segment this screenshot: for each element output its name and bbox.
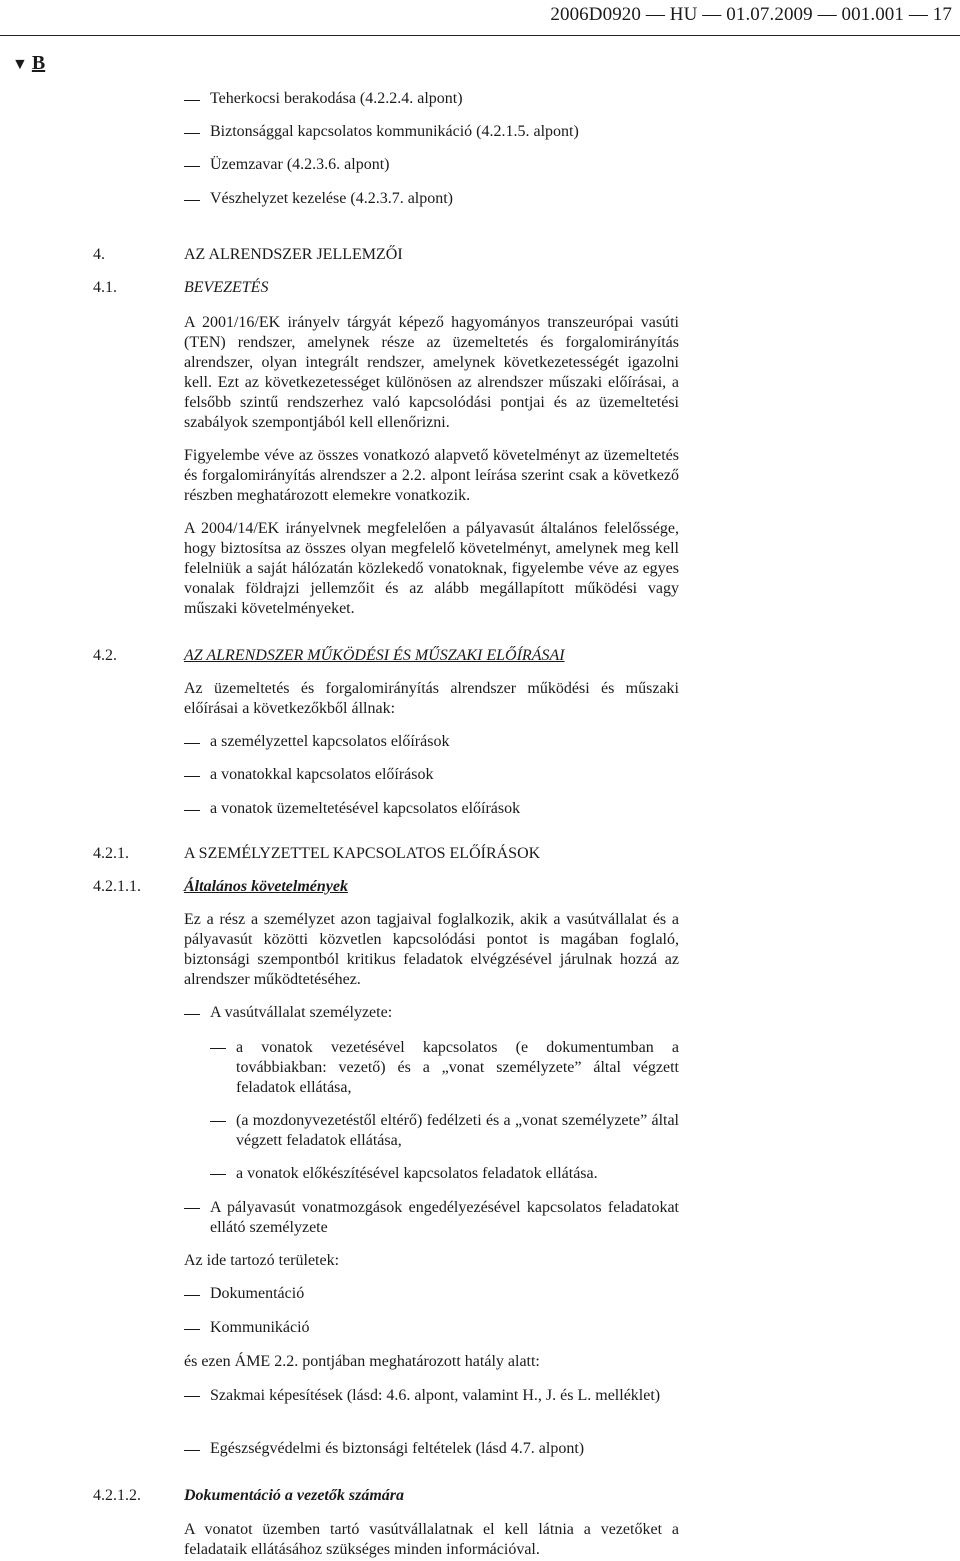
section-title: AZ ALRENDSZER JELLEMZŐI xyxy=(184,246,403,263)
section-title: BEVEZETÉS xyxy=(184,279,269,296)
paragraph: és ezen ÁME 2.2. pontjában meghatározott hatály alatt: xyxy=(184,1353,540,1370)
section-title: AZ ALRENDSZER MŰKÖDÉSI ÉS MŰSZAKI ELŐÍRÁSAI xyxy=(184,647,565,664)
section-title: Dokumentáció a vezetők számára xyxy=(184,1487,404,1504)
section-title: A SZEMÉLYZETTEL KAPCSOLATOS ELŐÍRÁSOK xyxy=(184,845,541,862)
paragraph: Ez a rész a személyzet azon tagjaival foglalkozik, akik a vasútvállalat és a pályavasút közötti közvetlen kapcsolódási pontot is magában foglaló, biztonsági szempontból kritikus feladatok elvégzésével járulnak hozzá az alrendszer működtetéséhez. xyxy=(184,911,679,988)
paragraph: A vonatot üzemben tartó vasútvállalatnak el kell látnia a vezetőket a feladataik ellátásához szükséges minden információval. xyxy=(184,1521,679,1558)
section-number: 4.2.1. xyxy=(93,845,129,862)
section-number: 4. xyxy=(93,246,105,263)
section-number: 4.1. xyxy=(93,279,117,296)
section-number: 4.2.1.2. xyxy=(93,1487,141,1504)
amendment-marker xyxy=(12,52,45,75)
paragraph: Az üzemeltetés és forgalomirányítás alrendszer működési és műszaki előírásai a következőkből állnak: xyxy=(184,680,679,717)
paragraph: A 2004/14/EK irányelvnek megfelelően a pályavasút általános felelőssége, hogy biztosítsa az összes olyan megfelelő követelményt, amelynek meg kell felelniük a saját hálózatán közlekedő vonatoknak, figyelembe véve az egyes vonalak földrajzi jellemzőit és az alább megállapított működési vagy műszaki követelményeket. xyxy=(184,520,679,617)
paragraph: A 2001/16/EK irányelv tárgyát képező hagyományos transzeurópai vasúti (TEN) rendszer, amelynek része az üzemeltetés és forgalomirányítás alrendszer, olyan integrált rendszer, amelynek következetességét igazolni kell. Ezt az következetességet különösen az alrendszer műszaki előírásai, a felsőbb szintű rendszerhez való kapcsolódási pontjai és az üzemeltetési szabályok szempontjából kell ellenőrizni. xyxy=(184,314,679,431)
triangle-down-icon: ▼ xyxy=(12,56,28,73)
paragraph: Figyelembe véve az összes vonatkozó alapvető követelményt az üzemeltetés és forgalomirányítás alrendszer a 2.2. alpont leírása szerint csak a következő részben meghatározott elemekre vonatkozik. xyxy=(184,447,679,504)
document-reference: 2006D0920 — HU — 01.07.2009 — 001.001 — 17 xyxy=(550,4,952,25)
section-number: 4.2. xyxy=(93,647,117,664)
section-number: 4.2.1.1. xyxy=(93,878,141,895)
paragraph: Az ide tartozó területek: xyxy=(184,1252,340,1269)
page-header xyxy=(0,0,960,36)
section-title: Általános követelmények xyxy=(184,878,348,895)
amendment-marker-label: B xyxy=(31,52,46,74)
